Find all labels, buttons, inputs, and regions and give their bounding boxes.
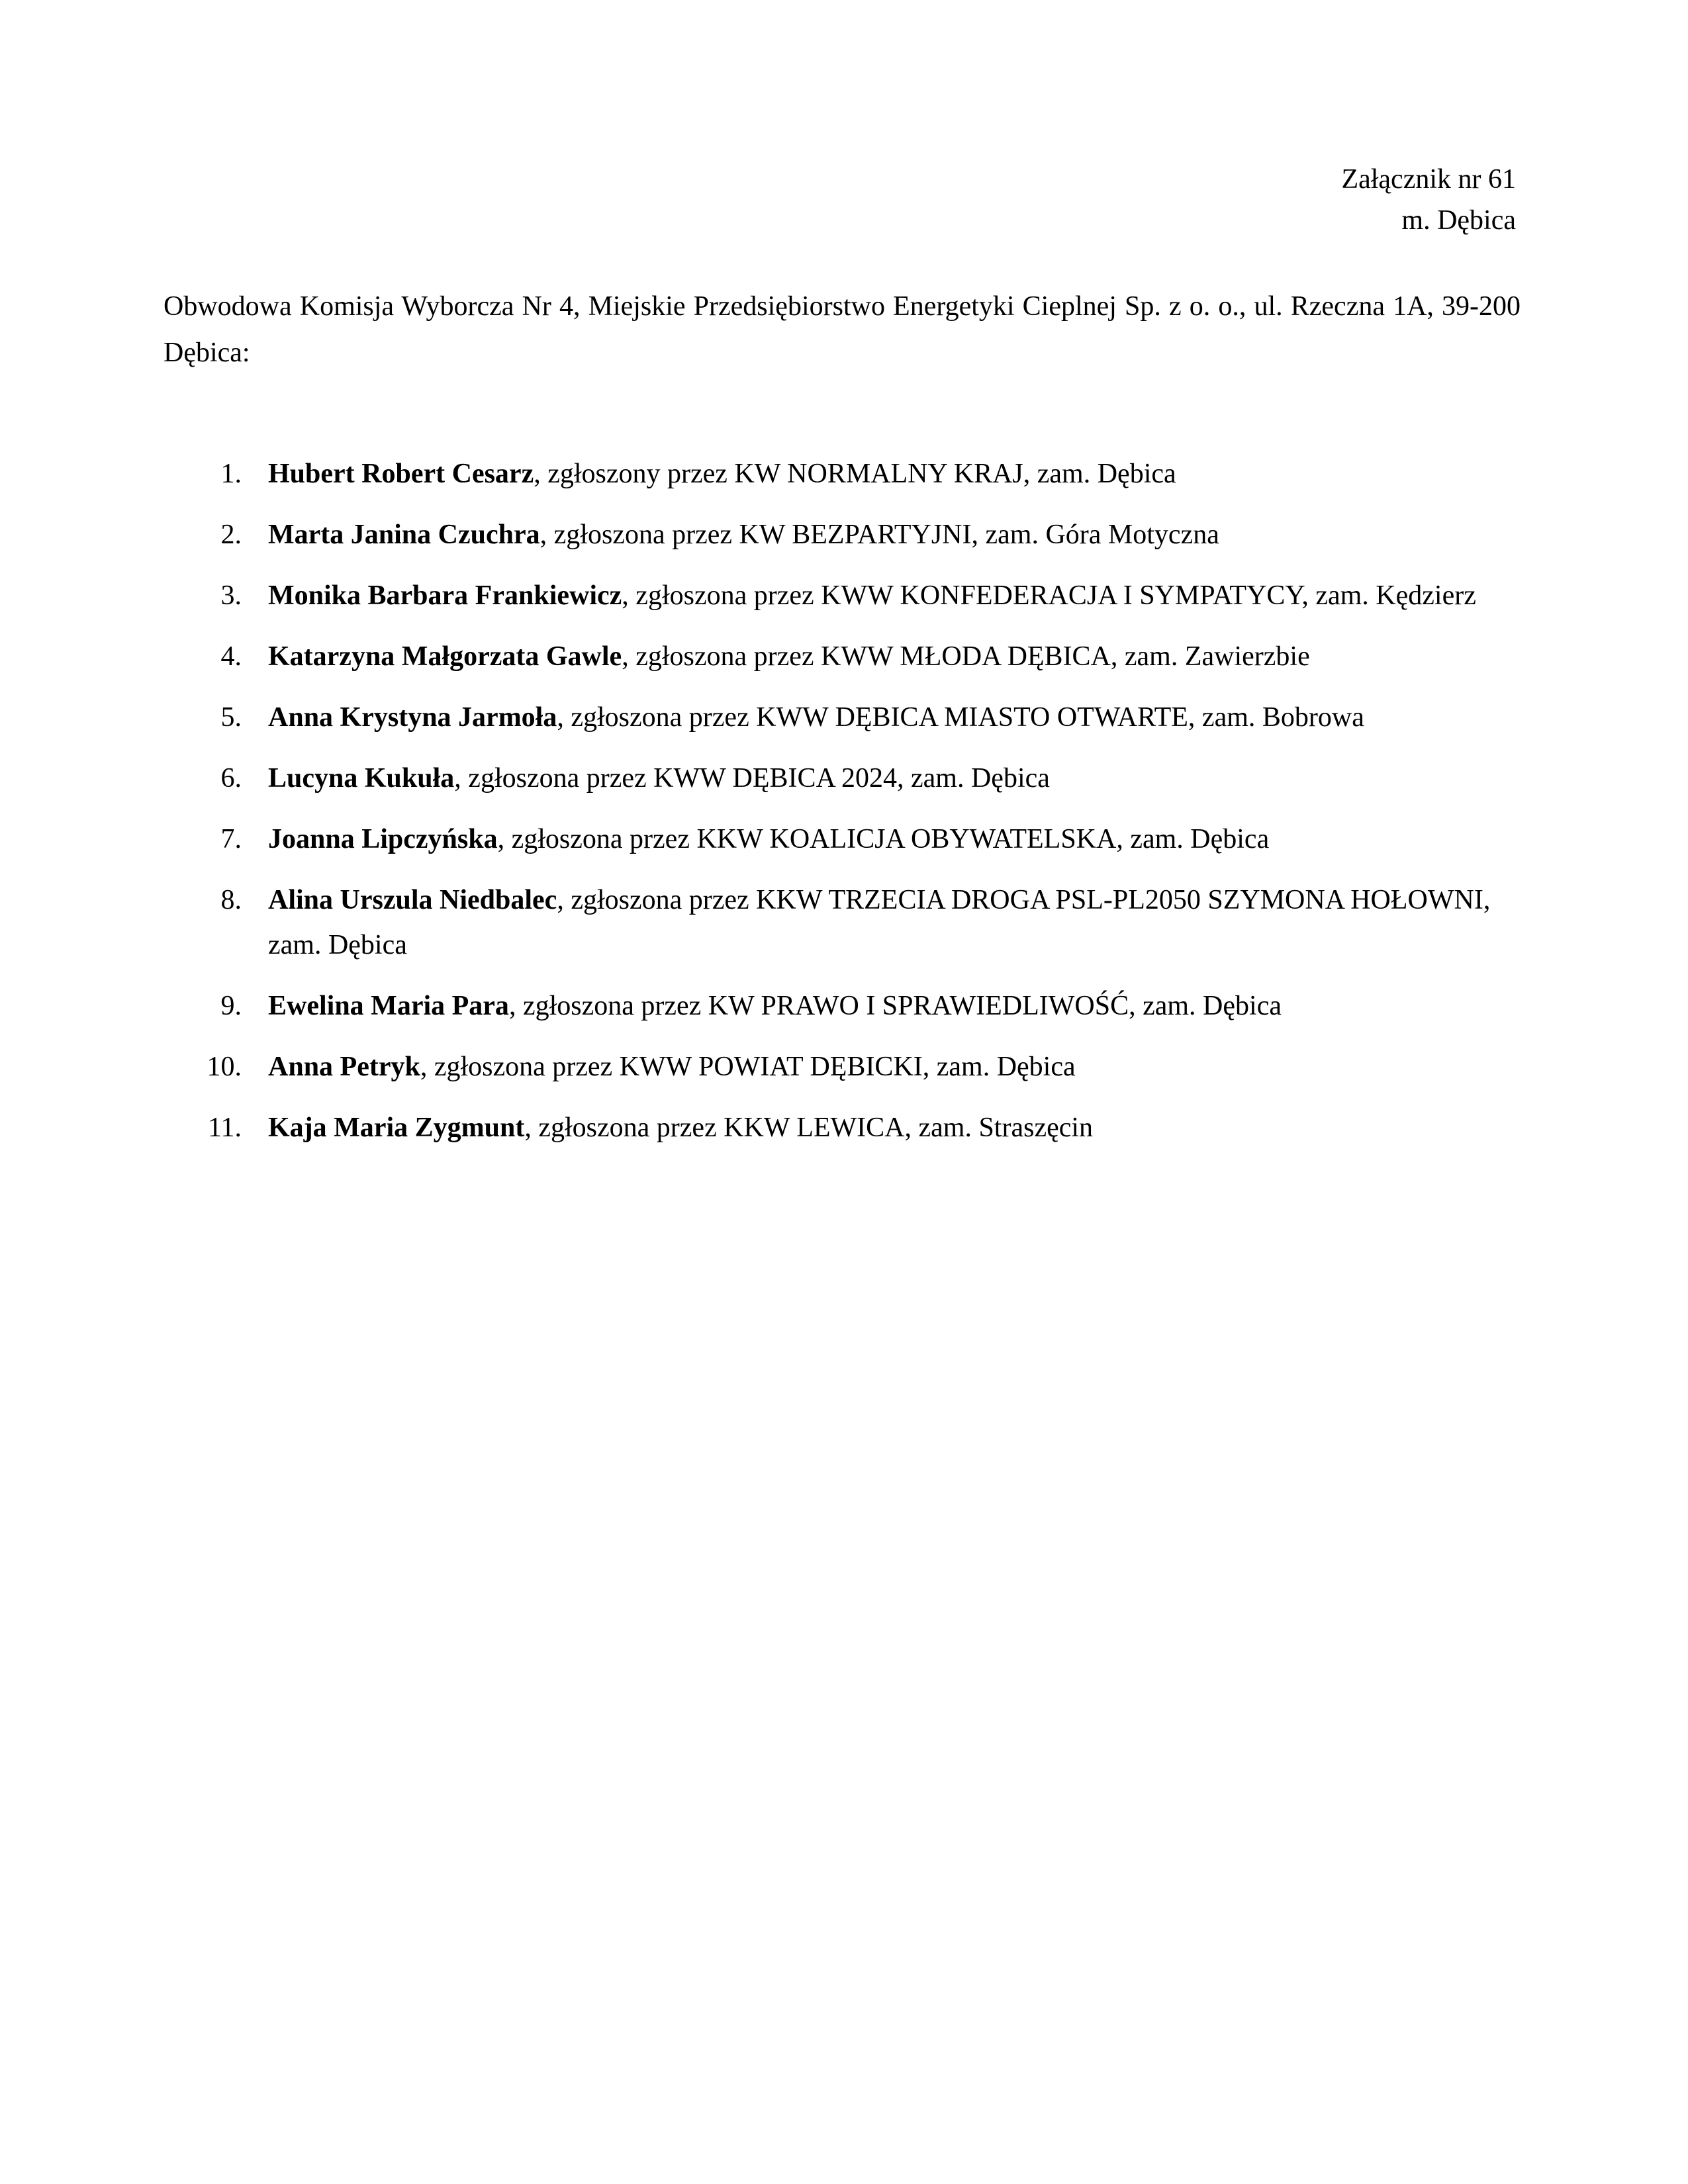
list-item (164, 756, 1527, 801)
item-number: 6. (220, 763, 242, 794)
list-item (164, 512, 1527, 557)
list-item (164, 983, 1527, 1028)
member-name: Anna Petryk (268, 1052, 420, 1082)
member-details: , zgłoszony przez KW NORMALNY KRAJ, zam. Dębica (534, 459, 1176, 489)
member-details: , zgłoszona przez KWW KONFEDERACJA I SYMPATYCY, zam. Kędzierz (622, 580, 1476, 611)
member-name: Kaja Maria Zygmunt (268, 1113, 525, 1143)
item-number: 2. (220, 520, 242, 550)
list-item (164, 1044, 1527, 1089)
member-name: Ewelina Maria Para (268, 991, 509, 1021)
member-details: , zgłoszona przez KW BEZPARTYJNI, zam. Góra Motyczna (539, 520, 1219, 550)
member-name: Hubert Robert Cesarz (268, 459, 534, 489)
annex-locality: m. Dębica (1401, 205, 1516, 236)
member-details: , zgłoszona przez KWW DĘBICA MIASTO OTWARTE, zam. Bobrowa (557, 702, 1364, 733)
member-details: , zgłoszona przez KWW POWIAT DĘBICKI, zam. Dębica (420, 1052, 1076, 1082)
item-number: 10. (207, 1052, 242, 1082)
member-details: , zgłoszona przez KWW DĘBICA 2024, zam. Dębica (454, 763, 1050, 794)
item-number: 8. (220, 885, 242, 915)
member-details: , zgłoszona przez KW PRAWO I SPRAWIEDLIWOŚĆ, zam. Dębica (508, 991, 1282, 1021)
list-item (164, 451, 1527, 496)
item-number: 3. (220, 580, 242, 611)
item-number: 11. (208, 1113, 242, 1143)
list-item (164, 1105, 1527, 1150)
member-name: Marta Janina Czuchra (268, 520, 540, 550)
commission-description: Obwodowa Komisja Wyborcza Nr 4, Miejskie Przedsiębiorstwo Energetyki Cieplnej Sp. z o. o., ul. Rzeczna 1A, 39-200 Dębica: (164, 291, 1521, 368)
member-name: Joanna Lipczyńska (268, 824, 498, 854)
list-item (164, 817, 1527, 862)
member-name: Anna Krystyna Jarmoła (268, 702, 557, 733)
member-details: , zgłoszona przez KKW LEWICA, zam. Straszęcin (524, 1113, 1094, 1143)
member-details: , zgłoszona przez KKW KOALICJA OBYWATELSKA, zam. Dębica (497, 824, 1270, 854)
item-number: 9. (220, 991, 242, 1021)
list-item (164, 695, 1527, 740)
member-name: Alina Urszula Niedbalec (268, 885, 557, 915)
list-item (164, 573, 1527, 618)
item-number: 7. (220, 824, 242, 854)
member-details: , zgłoszona przez KWW MŁODA DĘBICA, zam. Zawierzbie (622, 641, 1310, 672)
members-list (164, 451, 1527, 1166)
member-name: Monika Barbara Frankiewicz (268, 580, 622, 611)
annex-number: Załącznik nr 61 (1341, 164, 1516, 195)
item-number: 1. (220, 459, 242, 489)
annex-header (1341, 159, 1516, 241)
member-details: , zgłoszona przez KKW TRZECIA DROGA PSL-PL2050 SZYMONA HOŁOWNI, zam. Dębica (268, 885, 1491, 960)
item-number: 5. (220, 702, 242, 733)
member-name: Katarzyna Małgorzata Gawle (268, 641, 622, 672)
list-item (164, 878, 1527, 968)
list-item (164, 634, 1527, 679)
member-name: Lucyna Kukuła (268, 763, 455, 794)
item-number: 4. (220, 641, 242, 672)
